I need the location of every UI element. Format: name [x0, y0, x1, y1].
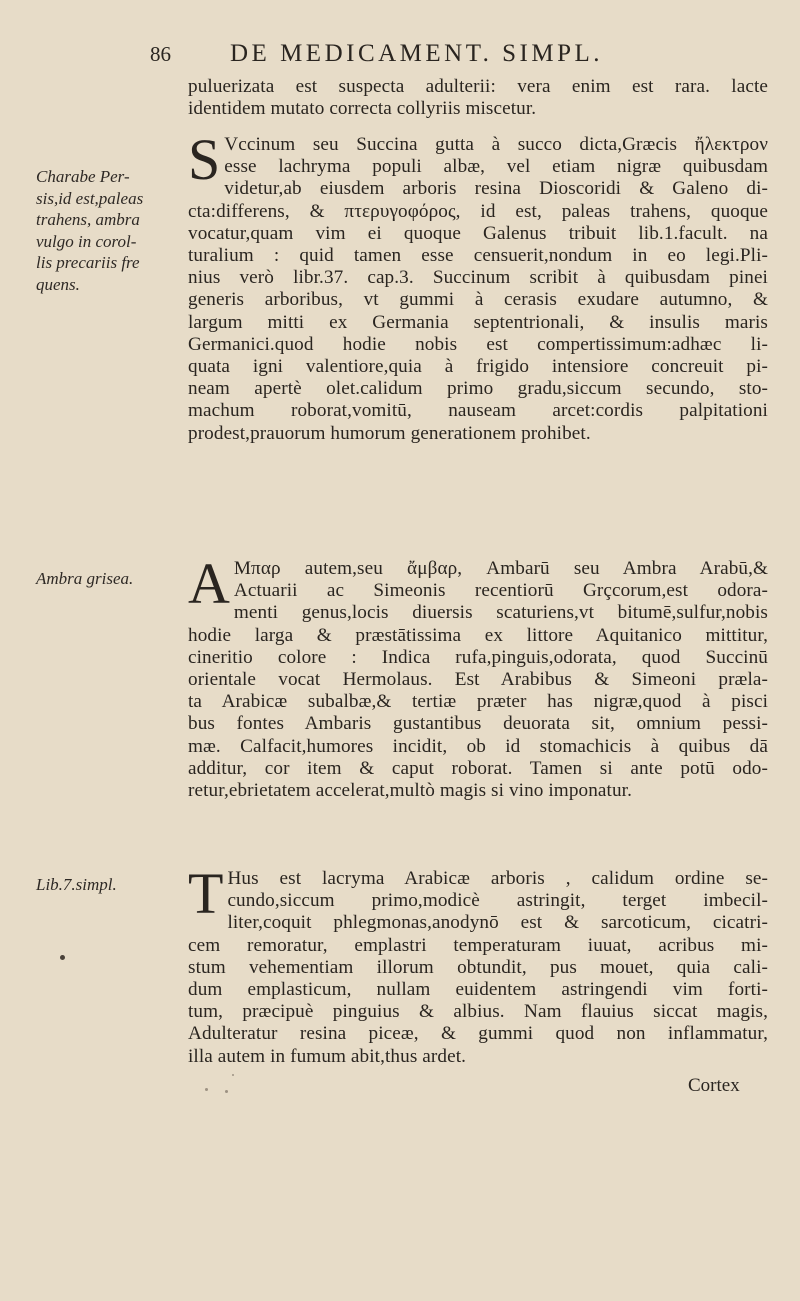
text-line: dum emplasticum, nullam euidentem astringendi vim forti- — [188, 979, 768, 1001]
drop-cap: T — [188, 861, 224, 926]
drop-cap: S — [188, 127, 221, 192]
text-line: cem remoratur, emplastri temperaturam iuuat, acribus mi- — [188, 934, 768, 956]
text-line: nius verò libr.37. cap.3. Succinum scribit à quibusdam pinei — [188, 267, 768, 289]
paper-speck — [205, 1088, 208, 1091]
text-line: esse lachryma populi albæ, vel etiam nigræ quibusdam — [224, 156, 768, 178]
text-line: neam apertè olet.calidum primo gradu,siccum secundo, sto- — [188, 378, 768, 400]
text-line: menti genus,locis diuersis scaturiens,vt bitumē,sulfur,nobis — [233, 602, 768, 624]
text-line: largum mitti ex Germania septentrionali, & insulis maris — [188, 311, 768, 333]
drop-cap: A — [188, 551, 230, 616]
text-line: stum vehementiam illorum obtundit, pus mouet, quia cali- — [188, 956, 768, 978]
page-number: 86 — [150, 42, 171, 66]
paragraph-succinum — [188, 127, 768, 445]
text-line: cineritio colore : Indica rufa,pinguis,odorata, quod Succinū — [188, 646, 768, 668]
paper-speck — [225, 1090, 228, 1093]
text-line: quata igni valentiore,quia à frigido intensiore concreuit pi- — [188, 356, 768, 378]
text-line: vocatur,quam vim ei quoque Galenus tribuit lib.1.facult. na — [188, 222, 768, 244]
margin-line: quens. — [36, 274, 80, 294]
text-line: bus fontes Ambaris gustantibus deuorata sit, omnium pessi- — [188, 713, 768, 735]
text-line: orientale vocat Hermolaus. Est Arabibus & Simeoni præla- — [188, 669, 768, 691]
text-line: videtur,ab eiusdem arboris resina Dioscoridi & Galeno di- — [224, 178, 768, 200]
text-line: liter,coquit phlegmonas,anodynō est & sarcoticum, cicatri- — [227, 912, 768, 934]
text-line: puluerizata est suspecta adulterii: vera enim est rara. lacte — [188, 76, 768, 97]
text-line: turalium : quid tamen esse censuerit,nondum in eo legi.Pli- — [188, 245, 768, 267]
margin-note-ambra — [36, 568, 186, 590]
running-title: DE MEDICAMENT. SIMPL. — [230, 40, 604, 67]
text-line: Actuarii ac Simeonis recentiorū Grçcorum,est odora- — [233, 580, 768, 602]
paragraph-thus — [188, 861, 768, 1068]
margin-line: sis,id est,paleas — [36, 188, 144, 208]
text-line: cta:differens, & πτερυγοφόρος, id est, paleas trahens, quoque — [188, 200, 768, 222]
text-line: hodie larga & præstātissima ex littore Aquitanico mittitur, — [188, 624, 768, 646]
margin-line: Ambra grisea. — [36, 569, 134, 588]
text-line: generis arboribus, vt gummi à cerasis exudare autumno, & — [188, 289, 768, 311]
catchword: Cortex — [688, 1075, 740, 1096]
margin-note-lib — [36, 874, 186, 896]
margin-line: vulgo in corol- — [36, 231, 137, 251]
text-line: Hus est lacryma Arabicæ arboris , calidum ordine se- — [227, 868, 768, 889]
page-header — [0, 42, 800, 76]
text-line: Adulteratur resina piceæ, & gummi quod non inflammatur, — [188, 1023, 768, 1045]
margin-line: Lib.7.simpl. — [36, 875, 117, 894]
text-line: cundo,siccum primo,modicè astringit, terget imbecil- — [227, 890, 768, 912]
paragraph-ambra — [188, 551, 768, 802]
intro-text — [188, 76, 768, 120]
text-line: ta Arabicæ subalbæ,& tertiæ præter has nigræ,quod à pisci — [188, 691, 768, 713]
margin-line: trahens, ambra — [36, 210, 140, 229]
text-line: machum roborat,vomitū, nauseam arcet:cordis palpitationi — [188, 400, 768, 422]
text-line: identidem mutato correcta collyriis miscetur. — [188, 98, 537, 120]
text-line: additur, cor item & caput roborat. Tamen si ante potū odo- — [188, 757, 768, 779]
margin-line: Charabe Per- — [36, 167, 130, 186]
text-line: Germanici.quod hodie nobis est compertissimum:adhæc li- — [188, 333, 768, 355]
paper-speck — [232, 1074, 234, 1076]
text-line: Vccinum seu Succina gutta à succo dicta,Græcis ἤλεκτρον — [224, 134, 768, 155]
text-line: illa autem in fumum abit,thus ardet. — [188, 1045, 467, 1067]
margin-line: lis precariis fre — [36, 253, 140, 272]
ink-dot — [60, 955, 65, 960]
text-line: prodest,prauorum humorum generationem prohibet. — [188, 422, 591, 444]
margin-note-charabe — [36, 166, 186, 295]
text-line: retur,ebrietatem accelerat,multò magis si vino imponatur. — [188, 780, 632, 802]
text-line: tum, præcipuè pinguius & albius. Nam flauius siccat magis, — [188, 1001, 768, 1023]
text-line: Μπαρ autem,seu ἄμβαρ, Ambarū seu Ambra Arabū,& — [233, 558, 768, 579]
text-line: mæ. Calfacit,humores incidit, ob id stomachicis à quibus dā — [188, 735, 768, 757]
